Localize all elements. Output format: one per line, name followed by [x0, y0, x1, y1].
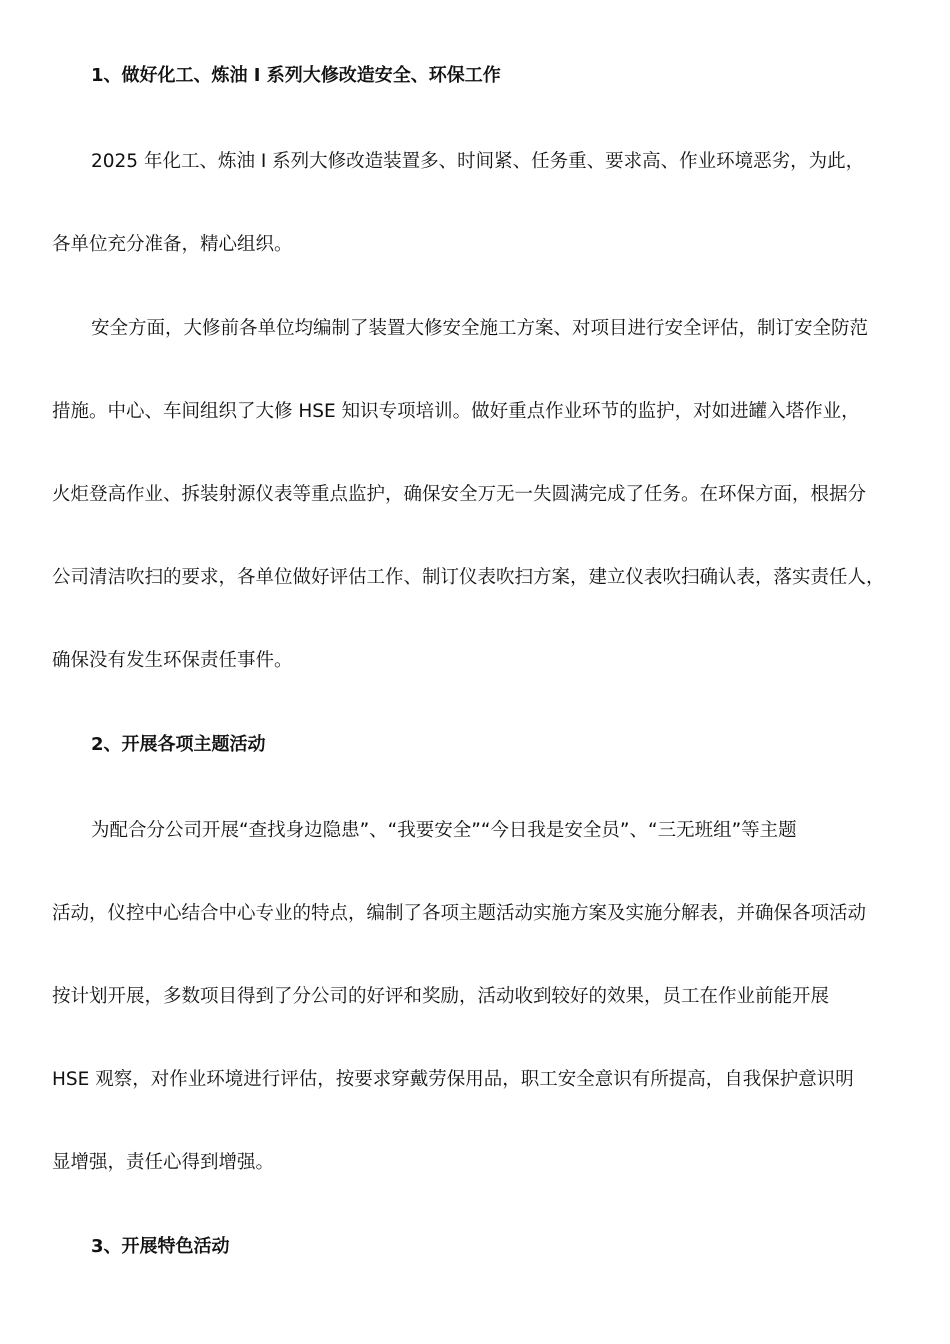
- section-2-paragraph-1-line-1: 为配合分公司开展“查找身边隐患”、“我要安全”“今日我是安全员”、“三无班组”等主题: [91, 820, 797, 841]
- section-1-paragraph-2-line-4: 公司清洁吹扫的要求，各单位做好评估工作、制订仪表吹扫方案，建立仪表吹扫确认表，落实责任人，: [52, 567, 885, 588]
- section-1-heading: 1、做好化工、炼油 I 系列大修改造安全、环保工作: [91, 65, 501, 86]
- section-3-heading: 3、开展特色活动: [91, 1236, 230, 1257]
- section-2-paragraph-1-line-5: 显增强，责任心得到增强。: [52, 1152, 275, 1173]
- section-1-paragraph-2-line-3: 火炬登高作业、拆装射源仪表等重点监护，确保安全万无一失圆满完成了任务。在环保方面，根据分: [52, 484, 867, 505]
- section-2-paragraph-1-line-2: 活动，仪控中心结合中心专业的特点，编制了各项主题活动实施方案及实施分解表，并确保各项活动: [52, 903, 867, 924]
- section-2-heading: 2、开展各项主题活动: [91, 734, 266, 755]
- section-1-paragraph-2-line-1: 安全方面，大修前各单位均编制了装置大修安全施工方案、对项目进行安全评估，制订安全防范: [91, 318, 869, 339]
- section-1-paragraph-1-line-2: 各单位充分准备，精心组织。: [52, 234, 293, 255]
- section-1-paragraph-2-line-5: 确保没有发生环保责任事件。: [52, 650, 293, 671]
- section-1-paragraph-2-line-2: 措施。中心、车间组织了大修 HSE 知识专项培训。做好重点作业环节的监护，对如进罐入塔作业，: [52, 401, 860, 422]
- section-1-paragraph-1-line-1: 2025 年化工、炼油 I 系列大修改造装置多、时间紧、任务重、要求高、作业环境恶劣，为此，: [91, 151, 865, 172]
- section-2-paragraph-1-line-3: 按计划开展，多数项目得到了分公司的好评和奖励，活动收到较好的效果，员工在作业前能开展: [52, 986, 830, 1007]
- section-2-paragraph-1-line-4: HSE 观察，对作业环境进行评估，按要求穿戴劳保用品，职工安全意识有所提高，自我保护意识明: [52, 1069, 854, 1090]
